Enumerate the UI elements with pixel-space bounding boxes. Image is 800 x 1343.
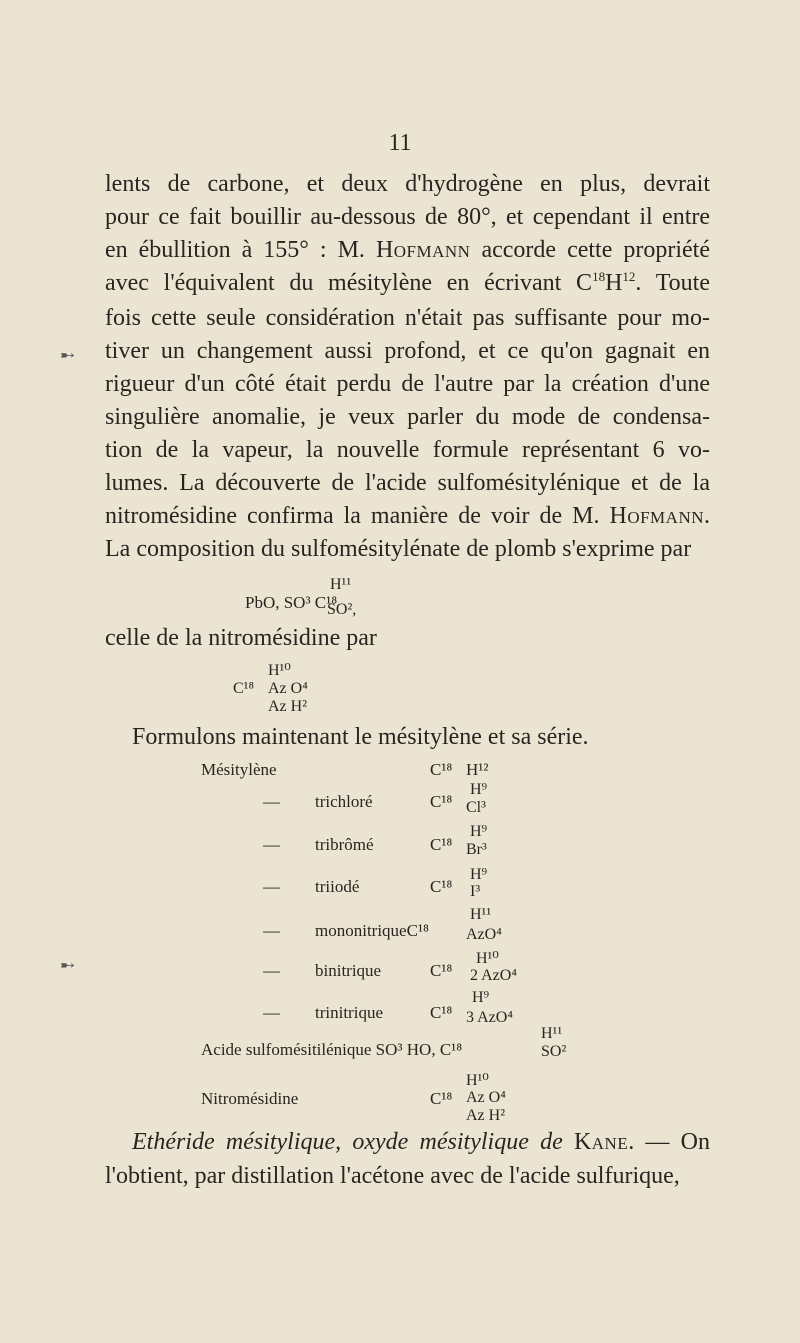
- series-carbon: C¹⁸: [430, 1003, 453, 1022]
- acide-bottom: SO²: [541, 1043, 567, 1060]
- nitromesidine-c: C¹⁸: [430, 1089, 453, 1108]
- nitromesidine-az: Az O⁴: [466, 1089, 506, 1106]
- text-line: lents de carbone, et deux d'hydrogène en plus, devrait: [105, 171, 710, 197]
- series-carbon: C¹⁸: [430, 835, 453, 854]
- author-name: Hofmann: [375, 237, 471, 263]
- series-carbon: C¹⁸: [430, 877, 453, 896]
- series-top: H¹²: [466, 760, 489, 779]
- margin-mark-icon: ➸: [60, 345, 76, 365]
- acide-label: Acide sulfomésitilénique SO³ HO, C¹⁸: [201, 1040, 463, 1059]
- series-bottom: Br³: [466, 841, 487, 858]
- series-top: H⁹: [470, 823, 488, 840]
- series-top: H⁹: [470, 866, 488, 883]
- text-line: tion de la vapeur, la nouvelle formule représentant 6 vo-: [105, 437, 710, 463]
- final-line-2: l'obtient, par distillation l'acétone avec de l'acide sulfurique,: [105, 1163, 680, 1189]
- nitro-formula-c: C¹⁸: [233, 680, 255, 697]
- series-dash: —: [263, 835, 280, 854]
- author-name: Hofmann: [609, 503, 704, 529]
- series-carbon: C¹⁸: [430, 760, 453, 779]
- series-name: triiodé: [315, 877, 360, 896]
- text-line: fois cette seule considération n'était pas suffisante pour mo-: [105, 305, 710, 331]
- acide-top: H¹¹: [541, 1025, 563, 1042]
- series-bottom: 2 AzO⁴: [470, 967, 517, 984]
- text-line: rigueur d'un côté était perdu de l'autre par la création d'une: [105, 371, 710, 397]
- series-top: H¹⁰: [476, 950, 499, 967]
- text-line: pour ce fait bouillir au-dessous de 80°, et cependant il entre: [105, 204, 710, 230]
- series-dash: —: [263, 792, 280, 811]
- series-bottom: I³: [470, 883, 481, 900]
- series-top: H¹¹: [470, 906, 492, 923]
- nitro-formula-azh: Az H²: [268, 698, 308, 715]
- series-bottom: 3 AzO⁴: [466, 1009, 513, 1026]
- nitro-formula-az: Az O⁴: [268, 680, 308, 697]
- series-name: trinitrique: [315, 1003, 383, 1022]
- text-line: en ébullition à 155° : M. Hofmann accorde cette propriété: [105, 237, 710, 263]
- series-name: binitrique: [315, 961, 382, 980]
- nitromesidine-azh: Az H²: [466, 1107, 506, 1124]
- series-name: trichloré: [315, 792, 373, 811]
- nitromesidine-h: H¹⁰: [466, 1072, 489, 1089]
- series-name: Mésitylène: [201, 760, 277, 779]
- series-top: H⁹: [470, 781, 488, 798]
- series-dash: —: [263, 921, 280, 940]
- margin-mark-icon: ➸: [60, 955, 76, 975]
- main-paragraph: [105, 168, 710, 566]
- text-line: singulière anomalie, je veux parler du mode de condensa-: [105, 404, 710, 430]
- series-dash: —: [263, 877, 280, 896]
- formula-lower: SO²,: [327, 601, 357, 618]
- series-bottom: Cl³: [466, 799, 486, 816]
- text-line: tiver un changement aussi profond, et ce qu'on gagnait en: [105, 338, 710, 364]
- text-line: La composition du sulfomésitylénate de plomb s'exprime par: [105, 536, 692, 562]
- series-dash: —: [263, 1003, 280, 1022]
- celle-line: celle de la nitromésidine par: [105, 625, 377, 651]
- final-line-1: Ethéride mésitylique, oxyde mésitylique de Kane. — On: [132, 1129, 710, 1155]
- nitromesidine-label: Nitromésidine: [201, 1089, 299, 1108]
- series-bottom: AzO⁴: [466, 926, 502, 943]
- page-number: 11: [388, 130, 412, 156]
- series-name: tribrômé: [315, 835, 374, 854]
- series-top: H⁹: [472, 989, 490, 1006]
- series-carbon: C¹⁸: [430, 961, 453, 980]
- series-carbon: C¹⁸: [430, 792, 453, 811]
- text-line: nitromésidine confirma la manière de voir de M. Hofmann.: [105, 503, 710, 529]
- lead-formula: PbO, SO³ C¹⁸: [245, 593, 338, 612]
- series-dash: —: [263, 961, 280, 980]
- nitro-formula-h: H¹⁰: [268, 662, 291, 679]
- series-heading: Formulons maintenant le mésitylène et sa série.: [132, 724, 589, 750]
- author-name: Kane: [573, 1129, 629, 1155]
- text-line: lumes. La découverte de l'acide sulfomésitylénique et de la: [105, 470, 710, 496]
- formula-upper: H¹¹: [330, 576, 352, 593]
- text-line: avec l'équivalent du mésitylène en écrivant $C^{18}H^{12}$. Toute: [105, 269, 711, 296]
- series-name: mononitriqueC¹⁸: [315, 921, 429, 940]
